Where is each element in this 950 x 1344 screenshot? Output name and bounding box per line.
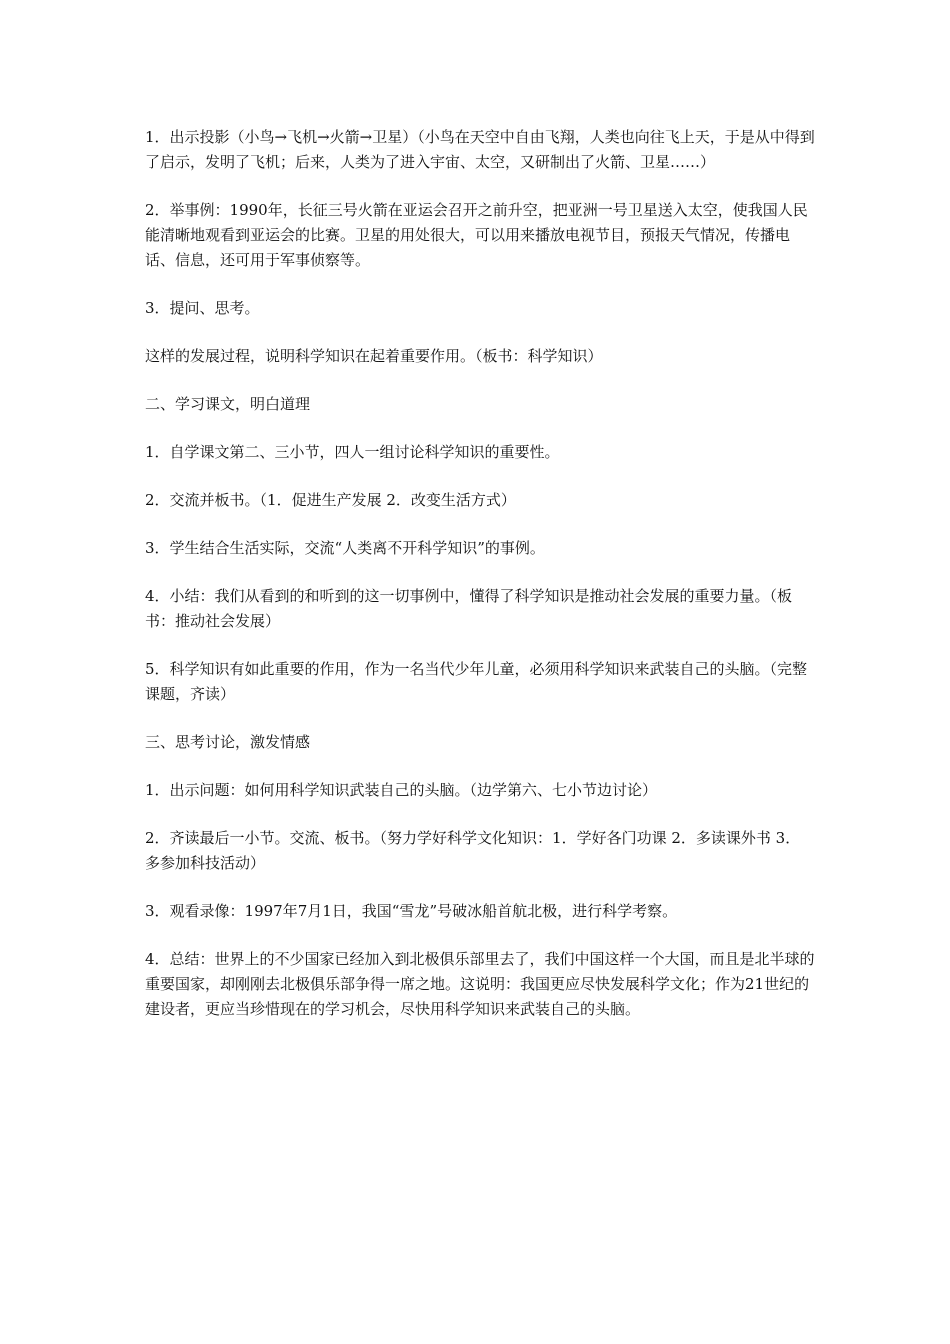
paragraph-read-last-section: 2．齐读最后一小节。交流、板书。（努力学好科学文化知识：1．学好各门功课 2．多读课外书 3．多参加科技活动） [145, 829, 801, 872]
paragraph-ask-think: 3．提问、思考。 [145, 299, 260, 317]
paragraph-development-process: 这样的发展过程，说明科学知识在起着重要作用。（板书：科学知识） [145, 347, 603, 365]
paragraph-show-question: 1．出示问题：如何用科学知识武装自己的头脑。（边学第六、七小节边讨论） [145, 781, 658, 799]
paragraph-importance: 5．科学知识有如此重要的作用，作为一名当代少年儿童，必须用科学知识来武装自己的头脑。（完整课题，齐读） [145, 660, 808, 703]
paragraph-exchange-board: 2．交流并板书。（1．促进生产发展 2．改变生活方式） [145, 491, 516, 509]
section-heading-study-text: 二、学习课文，明白道理 [145, 395, 311, 413]
paragraph-watch-video: 3．观看录像：1997年7月1日，我国“雪龙”号破冰船首航北极，进行科学考察。 [145, 902, 678, 920]
paragraph-self-study: 1．自学课文第二、三小节，四人一组讨论科学知识的重要性。 [145, 443, 560, 461]
paragraph-life-examples: 3．学生结合生活实际，交流“人类离不开科学知识”的事例。 [145, 539, 545, 557]
paragraph-summary: 4．小结：我们从看到的和听到的这一切事例中，懂得了科学知识是推动社会发展的重要力量。（板书：推动社会发展） [145, 587, 793, 630]
paragraph-give-example: 2．举事例：1990年，长征三号火箭在亚运会召开之前升空，把亚洲一号卫星送入太空，使我国人民能清晰地观看到亚运会的比赛。卫星的用处很大，可以用来播放电视节目，预报天气情况，传播电话、信息，还可用于军事侦察等。 [145, 201, 808, 269]
paragraph-show-projection: 1．出示投影（小鸟→飞机→火箭→卫星）（小鸟在天空中自由飞翔，人类也向往飞上天，于是从中得到了启示，发明了飞机；后来，人类为了进入宇宙、太空，又研制出了火箭、卫星……） [145, 128, 815, 171]
section-heading-discussion: 三、思考讨论，激发情感 [145, 733, 311, 751]
paragraph-conclusion: 4．总结：世界上的不少国家已经加入到北极俱乐部里去了，我们中国这样一个大国，而且是北半球的重要国家，却刚刚去北极俱乐部争得一席之地。这说明：我国更应尽快发展科学文化；作为21世纪的建设者，更应当珍惜现在的学习机会，尽快用科学知识来武装自己的头脑。 [145, 950, 815, 1018]
document-body [145, 125, 815, 1045]
